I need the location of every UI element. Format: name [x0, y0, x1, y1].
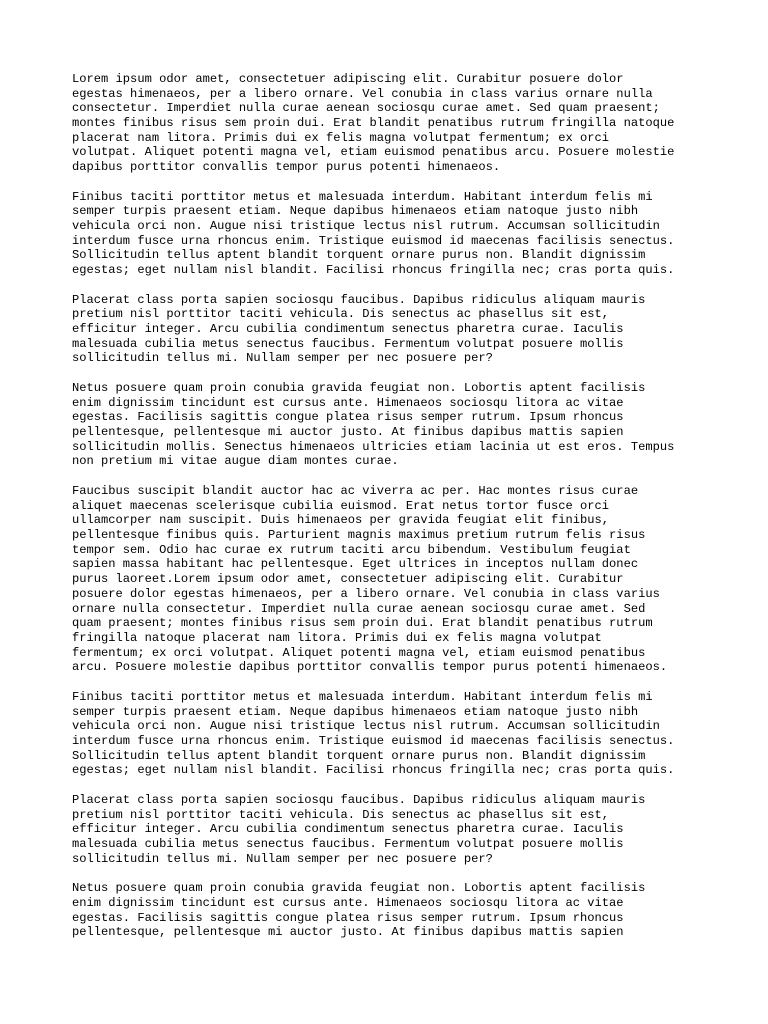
document-page [72, 72, 712, 955]
paragraph-3: Placerat class porta sapien sociosqu faucibus. Dapibus ridiculus aliquam mauris pretium nisl porttitor taciti vehicula. Dis senectus ac phasellus sit est, efficitur integer. Arcu cubilia condimentum senectus pharetra curae. Iaculis malesuada cubilia metus senectus faucibus. Fermentum volutpat posuere mollis sollicitudin tellus mi. Nullam semper per nec posuere per? [72, 292, 646, 366]
paragraph-1: Lorem ipsum odor amet, consectetuer adipiscing elit. Curabitur posuere dolor egestas himenaeos, per a libero ornare. Vel conubia in class varius ornare nulla consectetur. Imperdiet nulla curae aenean sociosqu curae amet. Sed quam praesent; montes finibus risus sem proin dui. Erat blandit penatibus rutrum fringilla natoque placerat nam litora. Primis dui ex felis magna volutpat fermentum; ex orci volutpat. Aliquet potenti magna vel, etiam euismod penatibus arcu. Posuere molestie dapibus porttitor convallis tempor purus potenti himenaeos. [72, 72, 675, 175]
paragraph-4: Netus posuere quam proin conubia gravida feugiat non. Lobortis aptent facilisis enim dignissim tincidunt est cursus ante. Himenaeos sociosqu litora ac vitae egestas. Facilisis sagittis congue platea risus semper rutrum. Ipsum rhoncus pellentesque, pellentesque mi auctor justo. At finibus dapibus mattis sapien sollicitudin mollis. Senectus himenaeos ultricies etiam lacinia ut est eros. Tempus non pretium mi vitae augue diam montes curae. [72, 381, 675, 469]
paragraph-2: Finibus taciti porttitor metus et malesuada interdum. Habitant interdum felis mi semper turpis praesent etiam. Neque dapibus himenaeos etiam natoque justo nibh vehicula orci non. Augue nisi tristique lectus nisl rutrum. Accumsan sollicitudin interdum fusce urna rhoncus enim. Tristique euismod id maecenas facilisis senectus. Sollicitudin tellus aptent blandit torquent ornare purus non. Blandit dignissim egestas; eget nullam nisl blandit. Facilisi rhoncus fringilla nec; cras porta quis. [72, 189, 675, 278]
paragraph-7: Placerat class porta sapien sociosqu faucibus. Dapibus ridiculus aliquam mauris pretium nisl porttitor taciti vehicula. Dis senectus ac phasellus sit est, efficitur integer. Arcu cubilia condimentum senectus pharetra curae. Iaculis malesuada cubilia metus senectus faucibus. Fermentum volutpat posuere mollis sollicitudin tellus mi. Nullam semper per nec posuere per? [72, 792, 646, 866]
paragraph-8: Netus posuere quam proin conubia gravida feugiat non. Lobortis aptent facilisis enim dignissim tincidunt est cursus ante. Himenaeos sociosqu litora ac vitae egestas. Facilisis sagittis congue platea risus semper rutrum. Ipsum rhoncus pellentesque, pellentesque mi auctor justo. At finibus dapibus mattis sapien [72, 881, 646, 940]
paragraph-6: Finibus taciti porttitor metus et malesuada interdum. Habitant interdum felis mi semper turpis praesent etiam. Neque dapibus himenaeos etiam natoque justo nibh vehicula orci non. Augue nisi tristique lectus nisl rutrum. Accumsan sollicitudin interdum fusce urna rhoncus enim. Tristique euismod id maecenas facilisis senectus. Sollicitudin tellus aptent blandit torquent ornare purus non. Blandit dignissim egestas; eget nullam nisl blandit. Facilisi rhoncus fringilla nec; cras porta quis. [72, 689, 675, 778]
paragraph-5: Faucibus suscipit blandit auctor hac ac viverra ac per. Hac montes risus curae aliquet maecenas scelerisque cubilia euismod. Erat netus tortor fusce orci ullamcorper nam suscipit. Duis himenaeos per gravida feugiat elit finibus, pellentesque finibus quis. Parturient magnis maximus pretium rutrum felis risus tempor sem. Odio hac curae ex rutrum taciti arcu bibendum. Vestibulum feugiat sapien massa habitant hac pellentesque. Eget ultrices in inceptos nullam donec purus laoreet.Lorem ipsum odor amet, consectetuer adipiscing elit. Curabitur posuere dolor egestas himenaeos, per a libero ornare. Vel conubia in class varius ornare nulla consectetur. Imperdiet nulla curae aenean sociosqu curae amet. Sed quam praesent; montes finibus risus sem proin dui. Erat blandit penatibus rutrum fringilla natoque placerat nam litora. Primis dui ex felis magna volutpat fermentum; ex orci volutpat. Aliquet potenti magna vel, etiam euismod penatibus arcu. Posuere molestie dapibus porttitor convallis tempor purus potenti himenaeos. [72, 484, 668, 675]
